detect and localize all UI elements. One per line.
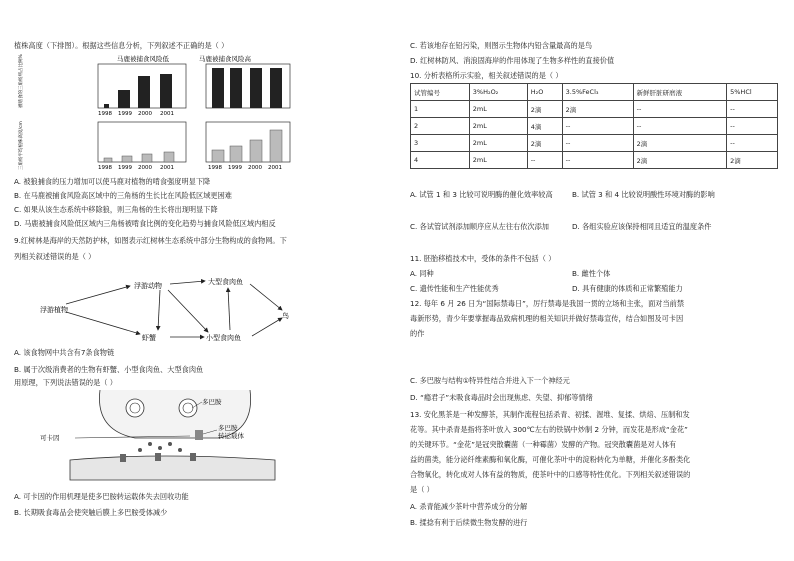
- table-cell: 2滴: [562, 101, 633, 118]
- q9-option-d: D. 红树林防风、消浪固海岸的作用体现了生物多样性的直接价值: [410, 56, 615, 65]
- bar-high-h-1999: [230, 146, 242, 162]
- y-label-bottom: 三角杨平均植株高度/cm: [19, 121, 24, 170]
- q13-line3: 的关键环节。“金花”是冠突散囊菌（一种霉菌）发酵的产物。冠突散囊菌是对人体有: [410, 440, 677, 449]
- q13-option-b: B. 揉捻有利于后续微生物发酵的进行: [410, 518, 528, 527]
- bar-low-2000: [138, 76, 150, 108]
- q10-option-d: D. 各组实验应该保持相同且适宜的温度条件: [572, 222, 712, 231]
- bar-high-1999: [230, 68, 242, 108]
- experiment-table: [410, 83, 778, 169]
- q10-option-b: B. 试管 3 和 4 比较说明酸性环境对酶的影响: [572, 190, 715, 199]
- q11-option-a: A. 同种: [410, 269, 434, 278]
- bar-low-h-2001: [164, 152, 174, 162]
- node-fuyou-zhiwu: 浮游植物: [40, 306, 68, 314]
- table-cell: 2滴: [527, 135, 562, 152]
- q12-option-b: B. 长期吸食毒品会使突触后膜上多巴胺受体减少: [14, 508, 168, 517]
- year-br-2: 1999: [228, 165, 242, 171]
- node-xia-xie: 虾蟹: [142, 334, 156, 342]
- year-bl-4: 2001: [160, 165, 174, 171]
- q12-option-a: A. 可卡因的作用机理是使多巴胺转运载体失去回收功能: [14, 492, 189, 501]
- q10-text: 10. 分析表格所示实验，相关叙述错误的是（ ）: [410, 71, 563, 80]
- table-cell: 2mL: [469, 118, 527, 135]
- table-cell: 1: [411, 101, 470, 118]
- y-label-top: 被啮食的三角杨所占比例%: [19, 54, 24, 108]
- q9-text-line1: 9.红树林是海岸的天然防护林，如图表示红树林生态系统中部分生物构成的食物网。下: [14, 236, 287, 245]
- table-header: H₂O: [527, 84, 562, 101]
- q10-option-a: A. 试管 1 和 3 比较可说明酶的催化效率较高: [410, 190, 553, 199]
- year-bl-3: 2000: [138, 165, 152, 171]
- table-cell: 2滴: [633, 135, 727, 152]
- table-cell: 2滴: [727, 152, 778, 169]
- table-cell: 4滴: [527, 118, 562, 135]
- label-dopamine: 多巴胺: [202, 398, 222, 406]
- q11-text: 11. 胚胎移植技术中，受体的条件不包括（ ）: [410, 254, 556, 263]
- label-cocaine: 可卡因: [40, 434, 60, 442]
- q12-line1: 12. 每年 6 月 26 日为“国际禁毒日”，厉行禁毒是我国一贯的立场和主张，面对当前禁: [410, 299, 685, 308]
- table-row: [411, 118, 778, 135]
- q13-option-a: A. 杀青能减少茶叶中营养成分的分解: [410, 502, 528, 511]
- year-br-1: 1998: [208, 165, 222, 171]
- q8-option-c: C. 如果从该生态系统中移除狼，则三角杨的生长将出现明显下降: [14, 205, 218, 214]
- chart-title-low: 马鹿被捕食风险低: [117, 55, 169, 63]
- bar-high-1998: [212, 68, 224, 108]
- q9-option-c: C. 若该地存在铅污染，则图示生物体内铅含量最高的是鸟: [410, 41, 593, 50]
- table-cell: 2mL: [469, 152, 527, 169]
- table-cell: --: [562, 118, 633, 135]
- table-cell: 4: [411, 152, 470, 169]
- year-tl-1: 1998: [98, 111, 112, 117]
- bar-low-h-1998: [104, 158, 112, 162]
- label-transporter-1: 多巴胺: [218, 424, 238, 432]
- q11-option-d: D. 具有健康的体质和正常繁殖能力: [572, 284, 683, 293]
- q13-line4: 益的菌类，能分泌纤维素酶和氧化酶，可催化茶叶中的淀粉转化为单糖，并催化多酚类化: [410, 455, 691, 464]
- label-transporter-2: 转运载体: [218, 432, 244, 440]
- q12-line3: 的作: [410, 329, 425, 338]
- table-cell: --: [727, 118, 778, 135]
- node-da-xing: 大型食肉鱼: [208, 278, 243, 286]
- q11-option-b: B. 雌性个体: [572, 269, 611, 278]
- q11-option-c: C. 遗传性能和生产性能优秀: [410, 284, 499, 293]
- q8-option-a: A. 被狼捕食的压力增加可以使马鹿对植物的啃食强度明显下降: [14, 177, 211, 186]
- food-web-diagram: [30, 266, 310, 346]
- bar-high-h-2001: [270, 130, 282, 162]
- bar-low-1998: [104, 104, 109, 108]
- q12-option-d: D. “瘾君子”未吸食毒品时会出现焦虑、失望、抑郁等情绪: [410, 393, 593, 402]
- bar-charts-figure: [14, 52, 294, 180]
- bar-low-h-1999: [122, 156, 132, 162]
- table-cell: --: [727, 135, 778, 152]
- table-cell: --: [633, 118, 727, 135]
- chart-title-high: 马鹿被捕食风险高: [199, 55, 251, 63]
- table-cell: 3: [411, 135, 470, 152]
- table-header: 5%HCl: [727, 84, 778, 101]
- node-niao: 鸟: [282, 312, 289, 320]
- table-row: [411, 152, 778, 169]
- bar-high-h-2000: [250, 140, 262, 162]
- q12-option-c: C. 多巴胺与结构①特异性结合并进入下一个神经元: [410, 376, 570, 385]
- table-row: [411, 135, 778, 152]
- table-header: 3.5%FeCl₃: [562, 84, 633, 101]
- node-fuyou-dongwu: 浮游动物: [134, 282, 162, 290]
- year-br-4: 2001: [268, 165, 282, 171]
- bar-low-1999: [118, 90, 130, 108]
- table-cell: --: [633, 101, 727, 118]
- bar-low-2001: [160, 74, 172, 108]
- bar-high-h-1998: [212, 150, 224, 162]
- q9-option-a: A. 该食物网中共含有7条食物链: [14, 348, 115, 357]
- bar-low-h-2000: [142, 154, 152, 162]
- bar-high-2001: [270, 68, 282, 108]
- year-tl-4: 2001: [160, 111, 174, 117]
- table-cell: 2mL: [469, 135, 527, 152]
- table-header: 新鲜肝脏研磨液: [633, 84, 727, 101]
- q8-option-b: B. 在马鹿被捕食风险高区域中的三角杨的生长比在风险低区域更困难: [14, 191, 232, 200]
- table-cell: --: [727, 101, 778, 118]
- table-cell: 2mL: [469, 101, 527, 118]
- q8-intro: 植株高度（下排图）。根据这些信息分析，下列叙述不正确的是（ ）: [14, 41, 229, 50]
- q13-line2: 花等。其中杀青是指将茶叶放入 300℃左右的铁锅中炒制 2 分钟，而发花是形成“金花”: [410, 425, 688, 434]
- q9-text-line2: 列相关叙述错误的是（ ）: [14, 252, 96, 261]
- year-tl-3: 2000: [138, 111, 152, 117]
- q12-line2: 毒新形势，青少年要掌握毒品致病机理的相关知识并做好禁毒宣传，结合如图及可卡因: [410, 314, 684, 323]
- q13-line1: 13. 安化黑茶是一种发酵茶，其制作流程包括杀青、初揉、渥堆、复揉、烘焙、压制和发: [410, 410, 690, 419]
- table-cell: 2滴: [527, 101, 562, 118]
- q8-option-d: D. 马鹿被捕食风险低区域内三角杨被啃食比例的变化趋势与捕食风险低区域内相反: [14, 219, 276, 228]
- year-tl-2: 1999: [118, 111, 132, 117]
- node-xiao-xing: 小型食肉鱼: [206, 334, 241, 342]
- table-header-row: [411, 84, 778, 101]
- q12-text-left: 用原理，下列说法错误的是（ ）: [14, 378, 117, 387]
- table-cell: --: [562, 135, 633, 152]
- table-header: 试管编号: [411, 84, 470, 101]
- synapse-diagram: [40, 390, 300, 485]
- q9-option-b: B. 属于次级消费者的生物有虾蟹、小型食肉鱼、大型食肉鱼: [14, 365, 204, 374]
- table-row: [411, 101, 778, 118]
- table-cell: 2: [411, 118, 470, 135]
- table-cell: --: [562, 152, 633, 169]
- year-bl-2: 1999: [118, 165, 132, 171]
- q13-line6: 是（ ）: [410, 485, 434, 494]
- q10-option-c: C. 各试管试剂添加顺序应从左往右依次添加: [410, 222, 549, 231]
- table-header: 3%H₂O₂: [469, 84, 527, 101]
- table-cell: --: [527, 152, 562, 169]
- q13-line5: 合物氧化，转化成对人体有益的物质，使茶叶中的口感等特性优化。下列相关叙述错误的: [410, 470, 691, 479]
- bar-high-2000: [250, 68, 262, 108]
- year-bl-1: 1998: [98, 165, 112, 171]
- year-br-3: 2000: [248, 165, 262, 171]
- table-cell: 2滴: [633, 152, 727, 169]
